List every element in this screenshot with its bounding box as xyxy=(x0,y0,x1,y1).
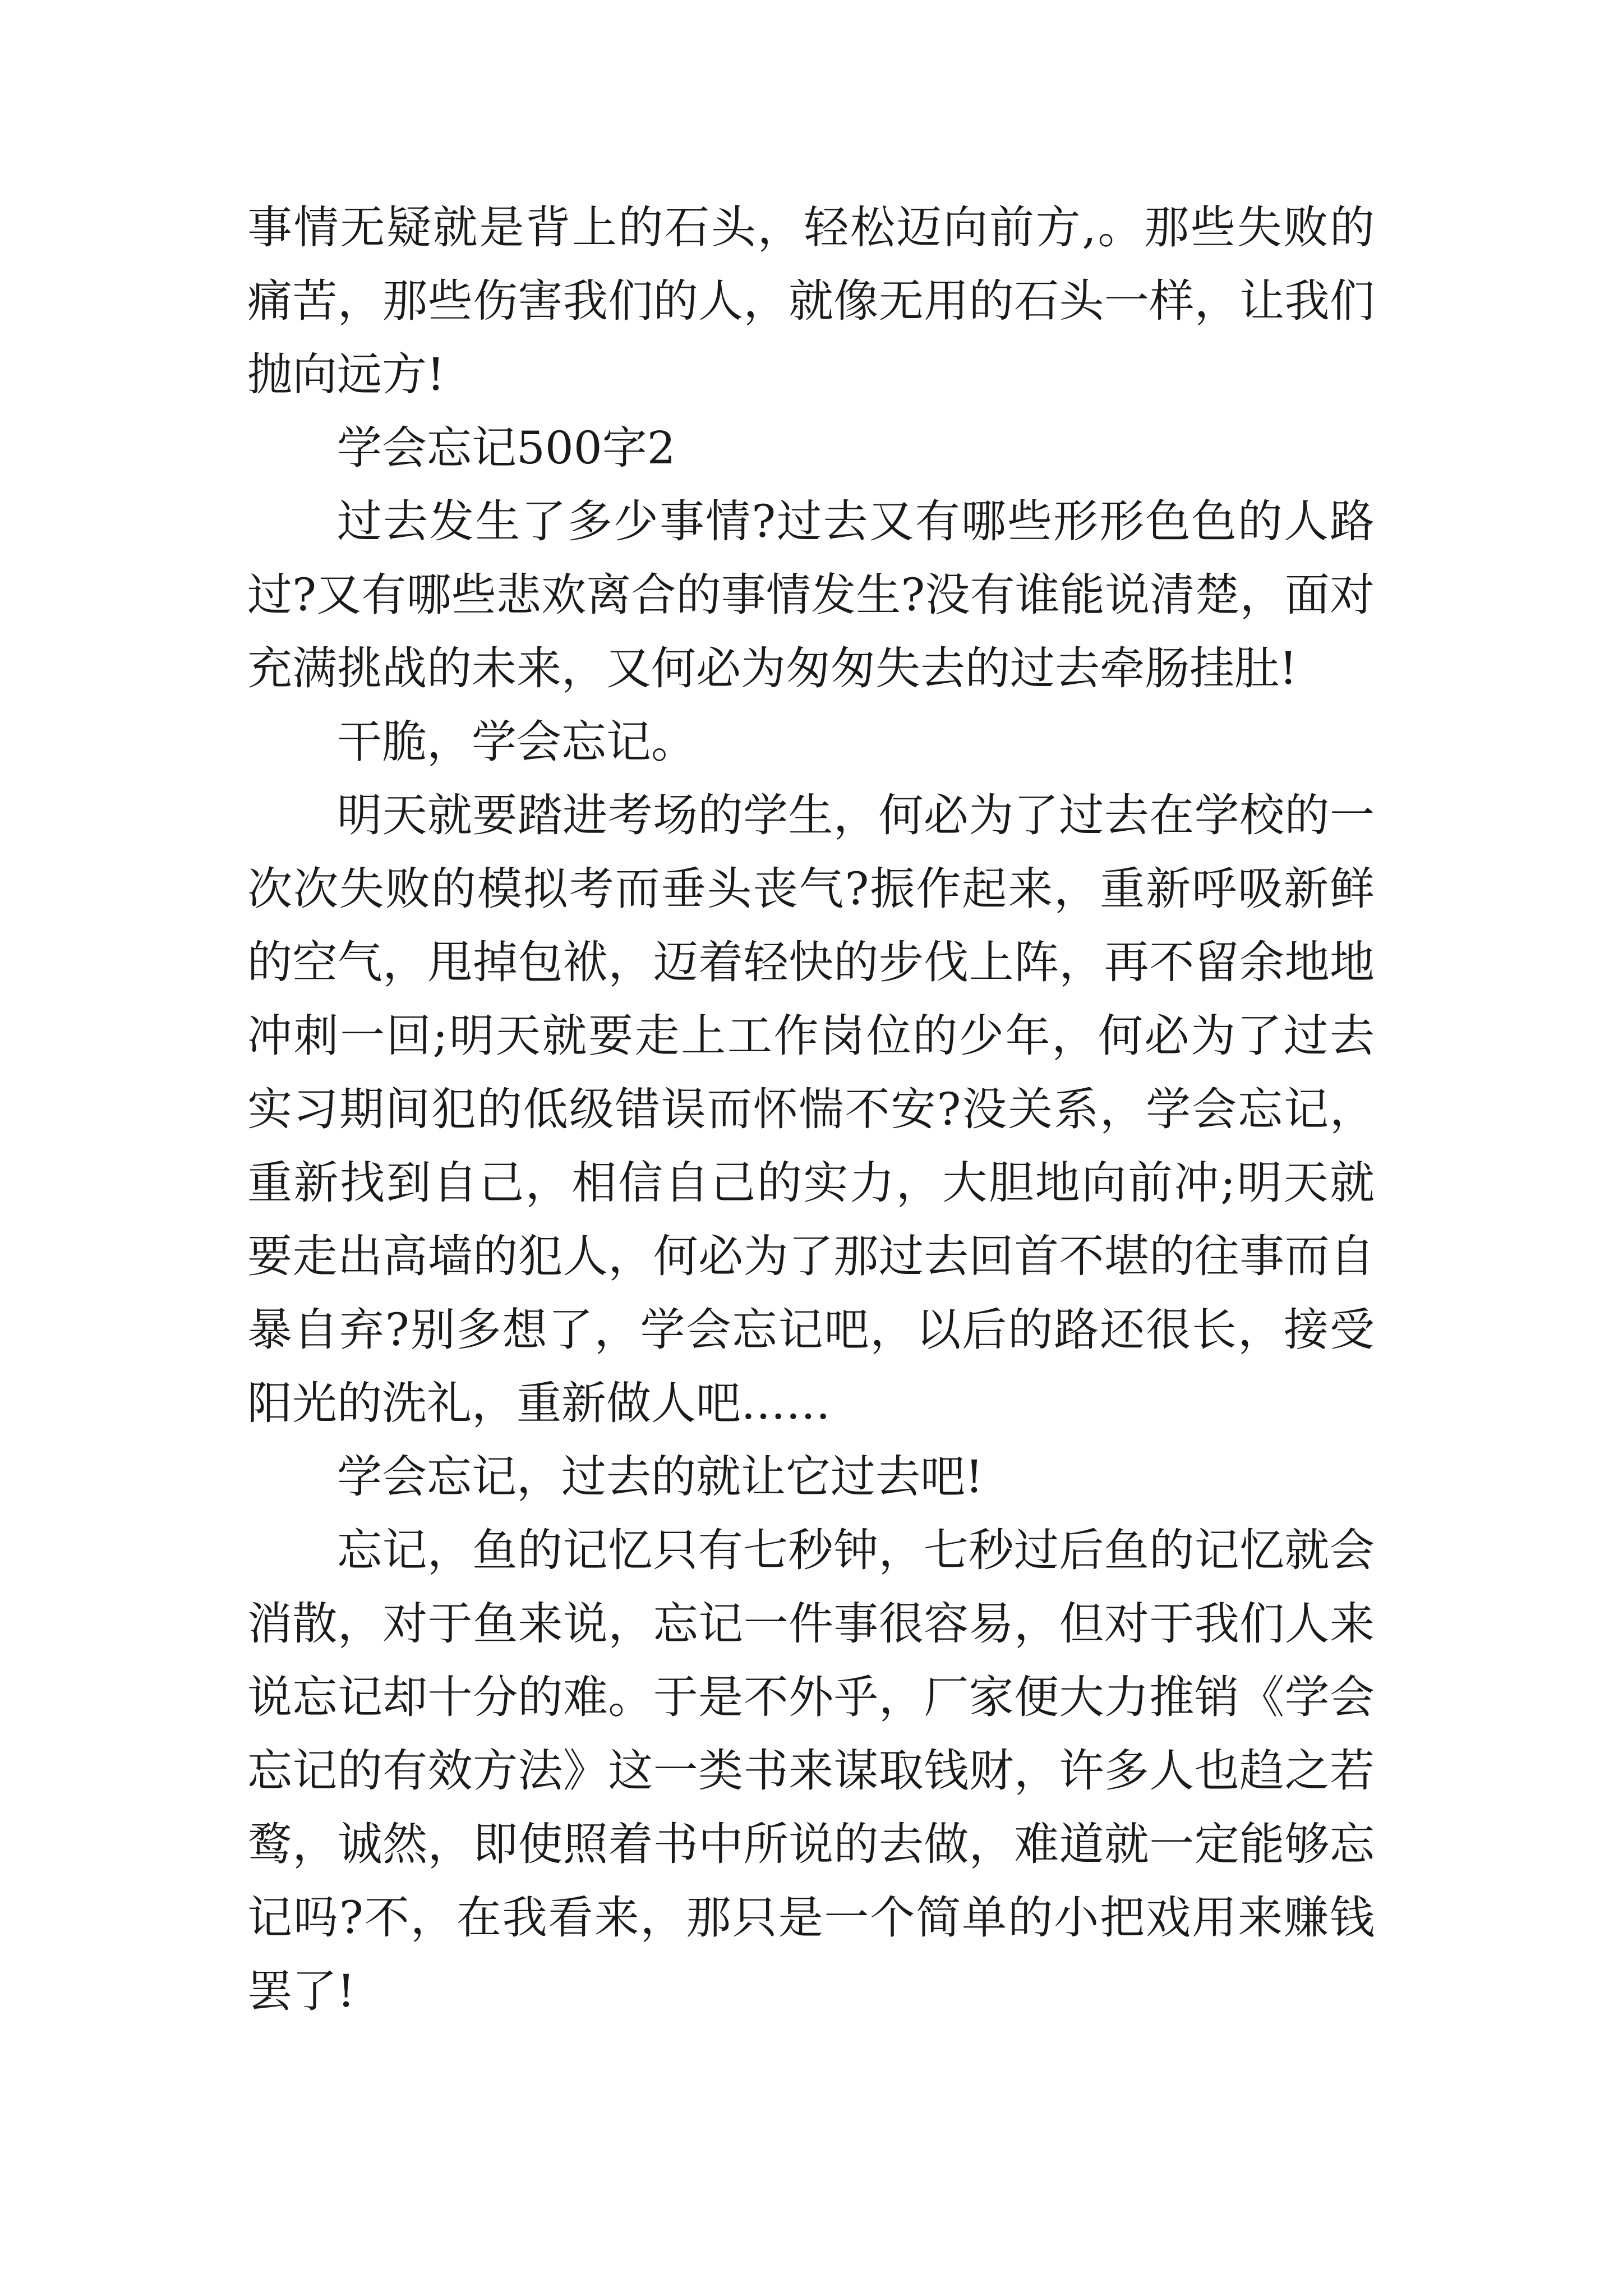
paragraph: 干脆，学会忘记。 xyxy=(337,716,696,768)
section-heading: 学会忘记500字2 xyxy=(337,422,676,474)
paragraph-continued: 事情无疑就是背上的石头，轻松迈向前方,。那些失败的痛苦，那些伤害我们的人，就像无用的石头一样，让我们抛向远方! xyxy=(247,201,1375,401)
paragraph: 学会忘记，过去的就让它过去吧! xyxy=(337,1451,984,1503)
paragraph: 过去发生了多少事情?过去又有哪些形形色色的人路过?又有哪些悲欢离合的事情发生?没有谁能说清楚，面对充满挑战的未来，又何必为匆匆失去的过去牵肠挂肚! xyxy=(247,495,1375,694)
document-body xyxy=(247,191,1375,2028)
paragraph: 忘记，鱼的记忆只有七秒钟，七秒过后鱼的记忆就会消散，对于鱼来说，忘记一件事很容易，但对于我们人来说忘记却十分的难。于是不外乎，厂家便大力推销《学会忘记的有效方法》这一类书来谋取钱财，许多人也趋之若鹜，诚然，即使照着书中所说的去做，难道就一定能够忘记吗?不，在我看来，那只是一个简单的小把戏用来赚钱罢了! xyxy=(247,1524,1375,2017)
paragraph: 明天就要踏进考场的学生，何必为了过去在学校的一次次失败的模拟考而垂头丧气?振作起来，重新呼吸新鲜的空气，甩掉包袱，迈着轻快的步伐上阵，再不留余地地冲刺一回;明天就要走上工作岗位的少年，何必为了过去实习期间犯的低级错误而怀惴不安?没关系，学会忘记，重新找到自己，相信自己的实力，大胆地向前冲;明天就要走出高墙的犯人，何必为了那过去回首不堪的往事而自暴自弃?别多想了，学会忘记吧，以后的路还很长，接受阳光的洗礼，重新做人吧…… xyxy=(247,789,1375,1429)
